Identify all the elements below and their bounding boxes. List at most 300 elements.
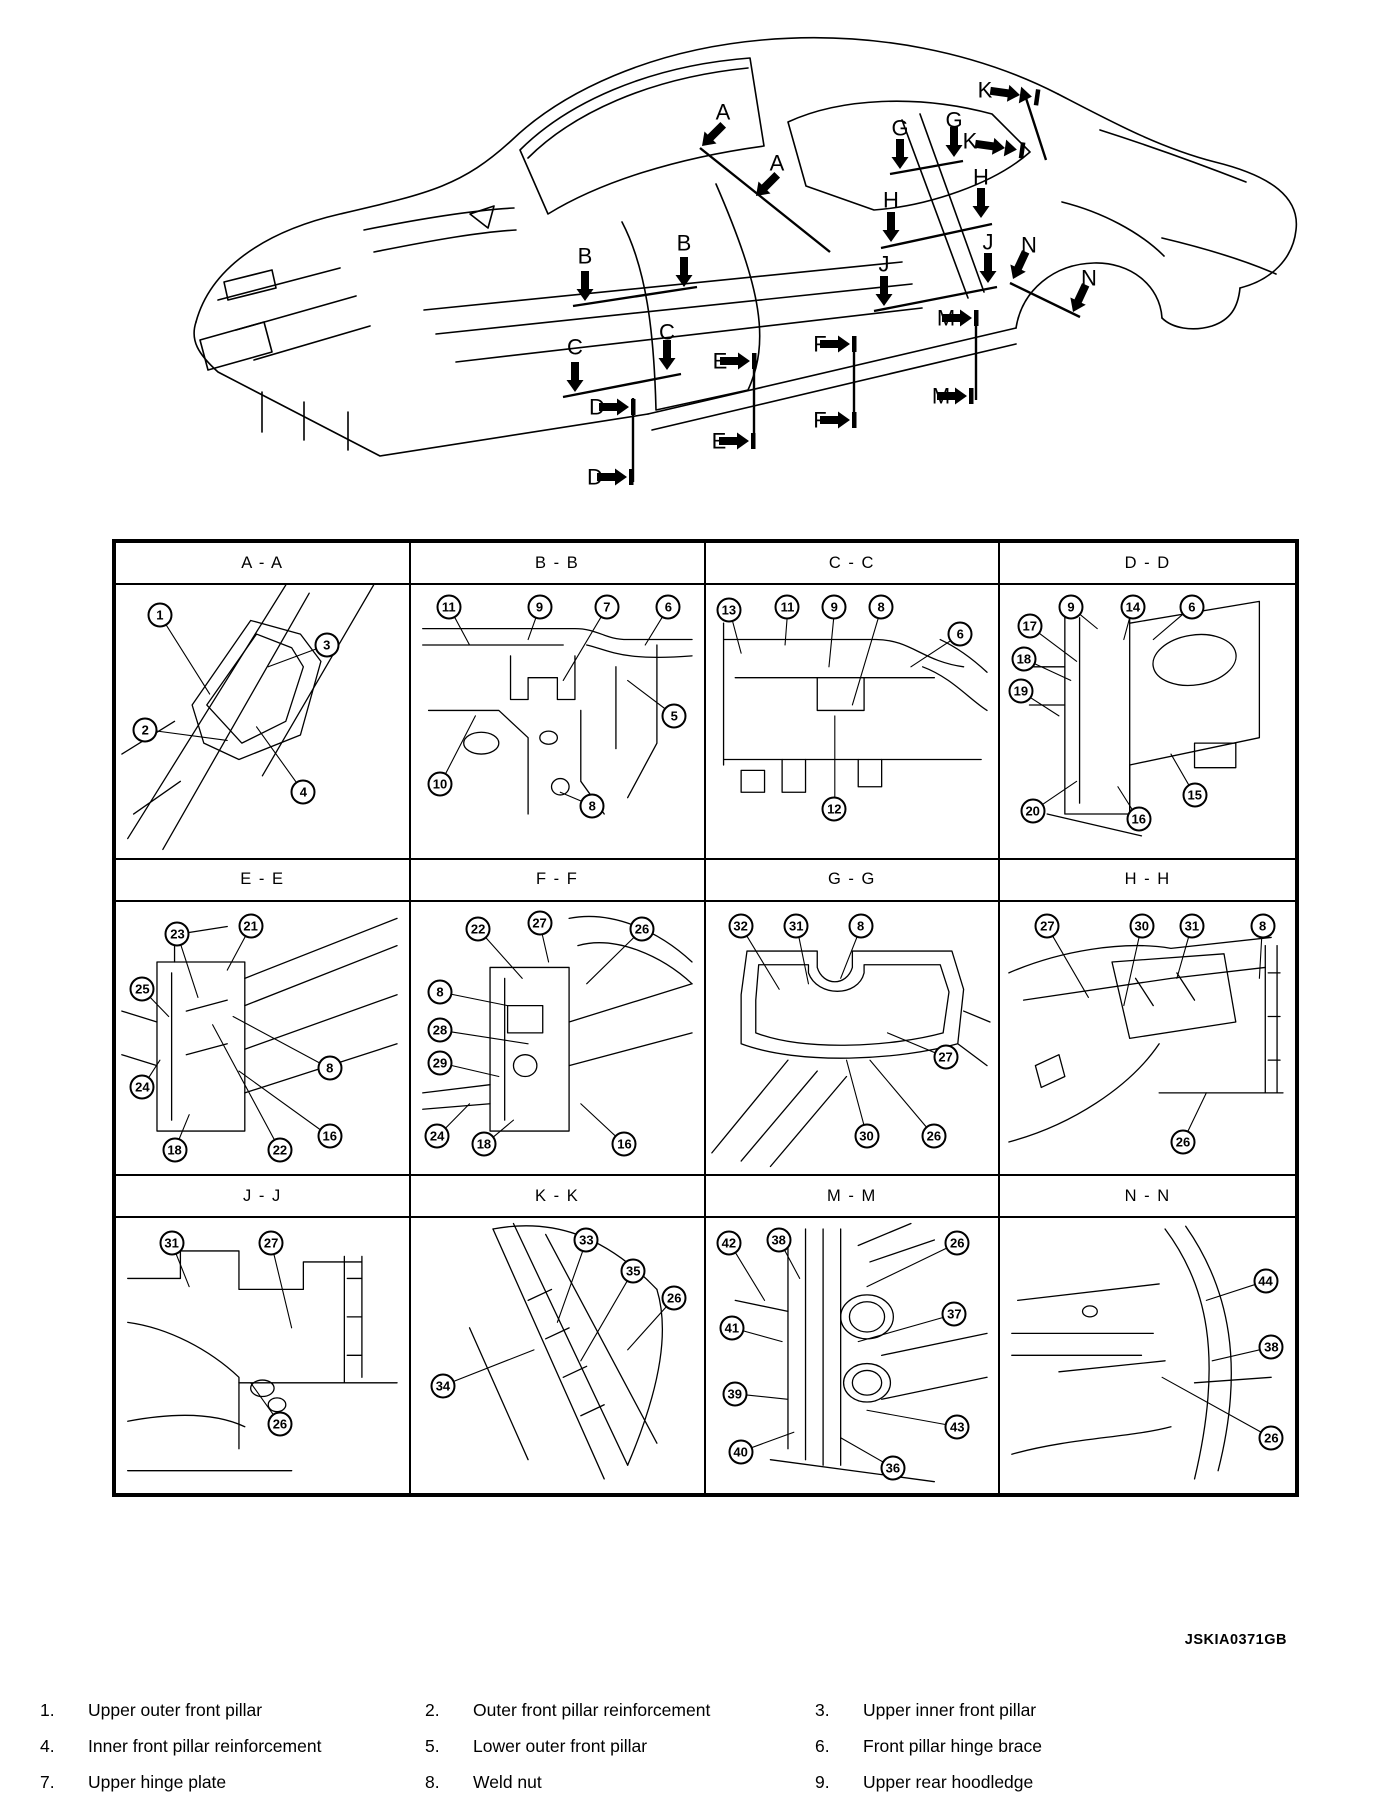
cross-section-line — [957, 1043, 986, 1065]
figure-code: JSKIA0371GB — [1184, 1632, 1287, 1648]
callout-25: 25 — [130, 976, 155, 1001]
section-arrow-icon — [974, 135, 1006, 156]
section-marker-B — [676, 231, 693, 288]
callout-2: 2 — [133, 717, 158, 742]
cross-section-line — [463, 732, 498, 754]
callout-leader-line — [239, 1071, 330, 1136]
section-cell-title: G - G — [706, 860, 999, 902]
callout-8: 8 — [1250, 914, 1275, 939]
section-arrow-icon — [980, 253, 997, 283]
callout-7: 7 — [594, 594, 619, 619]
cross-section-line — [782, 760, 805, 793]
cross-section-line — [963, 1011, 989, 1022]
callout-29: 29 — [428, 1050, 453, 1075]
cross-section-line — [843, 1364, 890, 1402]
callout-8: 8 — [428, 979, 453, 1004]
cross-section-line — [581, 1405, 604, 1416]
section-marker-J — [876, 252, 893, 307]
section-cell-title: B - B — [411, 543, 704, 585]
section-label: C — [659, 319, 675, 345]
cross-section-line — [493, 1229, 604, 1479]
callout-17: 17 — [1017, 613, 1042, 638]
callout-27: 27 — [933, 1045, 958, 1070]
callout-11: 11 — [775, 594, 800, 619]
cross-section-line — [723, 640, 963, 667]
cross-section-art — [411, 902, 704, 1175]
cross-section-line — [770, 1460, 934, 1482]
cross-section-line — [711, 1060, 787, 1153]
callout-41: 41 — [719, 1316, 744, 1341]
legend-item-1 — [40, 1700, 425, 1721]
car-structure-line — [224, 270, 276, 300]
section-label: C — [567, 334, 583, 360]
car-structure-line — [254, 326, 370, 360]
legend-item-number: 4. — [40, 1736, 55, 1756]
legend-item-number: 9. — [815, 1772, 830, 1792]
cross-section-line — [268, 1398, 286, 1412]
section-cut-line — [700, 148, 830, 252]
section-marker-J — [980, 230, 997, 284]
cross-section-line — [422, 1103, 489, 1108]
section-line-tick — [974, 310, 979, 326]
car-structure-line — [456, 308, 922, 362]
callout-40: 40 — [728, 1439, 753, 1464]
legend-item-number: 7. — [40, 1772, 55, 1792]
legend-item-4 — [40, 1736, 425, 1757]
section-cell-title: C - C — [706, 543, 999, 585]
callout-leader-line — [271, 1243, 291, 1328]
section-label: D — [589, 394, 605, 420]
section-cell-drawing — [116, 902, 409, 1175]
section-marker-F — [813, 408, 856, 433]
callout-8: 8 — [848, 914, 873, 939]
section-line-tick — [631, 399, 636, 415]
callout-27: 27 — [1035, 914, 1060, 939]
section-cell-drawing — [411, 902, 704, 1175]
section-cut-line — [563, 374, 681, 397]
cross-section-line — [128, 1323, 239, 1449]
section-arrow-icon — [883, 212, 900, 242]
callout-26: 26 — [945, 1231, 970, 1256]
cross-section-line — [770, 1076, 846, 1166]
cross-section-line — [1165, 1229, 1209, 1479]
cross-section-line — [922, 667, 986, 711]
section-label: E — [711, 428, 727, 454]
section-cell-F-F — [411, 860, 706, 1177]
callout-15: 15 — [1182, 782, 1207, 807]
section-arrow-icon — [659, 340, 676, 370]
callout-leader-line — [858, 1314, 955, 1341]
car-structure-line — [218, 268, 340, 300]
callout-8: 8 — [869, 594, 894, 619]
cross-section-line — [1009, 1043, 1159, 1141]
cross-section-line — [122, 1011, 157, 1022]
parts-legend — [40, 1700, 1372, 1793]
section-line-tick — [852, 336, 857, 352]
cross-section-line — [627, 645, 656, 798]
section-arrow-icon — [876, 276, 893, 306]
callout-6: 6 — [656, 594, 681, 619]
cross-section-line — [1153, 635, 1236, 686]
cross-section-line — [245, 918, 397, 978]
section-label: M — [931, 383, 951, 409]
section-marker-B — [577, 244, 594, 302]
callout-30: 30 — [854, 1124, 879, 1149]
cross-section-line — [1036, 1054, 1065, 1087]
cross-section-line — [881, 1334, 986, 1356]
section-cell-drawing — [1000, 1218, 1295, 1493]
cross-section-line — [245, 945, 397, 1005]
callout-22: 22 — [267, 1137, 292, 1162]
legend-item-label: Front pillar hinge brace — [863, 1736, 1042, 1756]
cross-section-grid — [112, 539, 1299, 1497]
section-label: J — [878, 251, 890, 277]
callout-31: 31 — [1179, 914, 1204, 939]
section-label: G — [891, 115, 909, 141]
callout-9: 9 — [1058, 594, 1083, 619]
callout-37: 37 — [942, 1302, 967, 1327]
cross-section-line — [852, 1371, 881, 1396]
car-structure-line — [1062, 202, 1164, 256]
callout-19: 19 — [1008, 679, 1033, 704]
cross-section-line — [163, 593, 309, 849]
section-label: N — [1021, 232, 1037, 258]
cross-section-line — [1112, 953, 1236, 1038]
callout-16: 16 — [1126, 807, 1151, 832]
callout-leader-line — [160, 615, 210, 694]
section-cell-M-M — [706, 1176, 1001, 1493]
car-structure-line — [1162, 288, 1240, 329]
callout-6: 6 — [1179, 594, 1204, 619]
section-line-tick — [852, 412, 857, 428]
cross-section-line — [513, 1224, 627, 1466]
legend-item-7 — [40, 1772, 425, 1793]
section-cell-title: N - N — [1000, 1176, 1295, 1218]
section-cell-C-C — [706, 543, 1001, 860]
cross-section-art — [1000, 1218, 1295, 1493]
section-marker-E — [712, 429, 756, 454]
callout-16: 16 — [612, 1132, 637, 1157]
callout-10: 10 — [428, 772, 453, 797]
callout-4: 4 — [291, 780, 316, 805]
callout-38: 38 — [1259, 1335, 1284, 1360]
callout-12: 12 — [822, 796, 847, 821]
section-cell-drawing — [706, 1218, 999, 1493]
section-cell-drawing — [116, 1218, 409, 1493]
section-label: K — [962, 128, 978, 154]
section-line-tick — [751, 433, 756, 449]
section-line-tick — [629, 469, 634, 485]
callout-27: 27 — [527, 911, 552, 936]
section-cell-title: H - H — [1000, 860, 1295, 902]
callout-24: 24 — [425, 1124, 450, 1149]
legend-item-label: Outer front pillar reinforcement — [473, 1700, 711, 1720]
section-cell-K-K — [411, 1176, 706, 1493]
callout-26: 26 — [662, 1285, 687, 1310]
legend-item-3 — [815, 1700, 1372, 1721]
section-marker-C — [567, 335, 584, 393]
car-structure-line — [788, 101, 1030, 210]
callout-leader-line — [443, 1350, 534, 1386]
cross-section-line — [490, 967, 569, 1131]
cross-section-line — [128, 1416, 245, 1427]
callout-21: 21 — [238, 914, 263, 939]
callout-34: 34 — [430, 1373, 455, 1398]
section-label: B — [676, 230, 692, 256]
section-cell-title: F - F — [411, 860, 704, 902]
legend-item-label: Upper inner front pillar — [863, 1700, 1037, 1720]
callout-24: 24 — [130, 1075, 155, 1100]
cross-section-line — [849, 1302, 884, 1332]
cross-section-line — [1018, 1284, 1159, 1300]
section-cell-title: A - A — [116, 543, 409, 585]
cross-section-line — [507, 1005, 542, 1032]
section-label: A — [715, 99, 731, 125]
cross-section-line — [1195, 1378, 1272, 1383]
section-label: F — [813, 407, 827, 433]
cross-section-line — [881, 1378, 986, 1400]
cross-section-line — [1130, 601, 1260, 765]
section-cell-H-H — [1000, 860, 1295, 1177]
cross-section-line — [1083, 1306, 1098, 1317]
callout-26: 26 — [921, 1124, 946, 1149]
cross-section-line — [1059, 1361, 1165, 1372]
section-line-tick — [969, 388, 974, 404]
callout-31: 31 — [159, 1231, 184, 1256]
cross-section-line — [513, 1054, 536, 1076]
car-structure-line — [200, 322, 272, 370]
section-marker-N — [1065, 266, 1097, 316]
section-label: N — [1081, 265, 1097, 291]
callout-leader-line — [1162, 1378, 1271, 1438]
cross-section-line — [1009, 937, 1271, 972]
section-arrow-icon — [1019, 87, 1033, 106]
cross-section-line — [586, 645, 691, 657]
cross-section-line — [245, 994, 397, 1049]
section-cell-title: E - E — [116, 860, 409, 902]
callout-leader-line — [867, 1411, 958, 1427]
cross-section-line — [122, 1054, 157, 1065]
section-cell-drawing — [706, 585, 999, 858]
section-label: A — [769, 150, 785, 176]
legend-item-label: Lower outer front pillar — [473, 1736, 648, 1756]
legend-item-2 — [425, 1700, 815, 1721]
legend-item-label: Weld nut — [473, 1772, 542, 1792]
section-marker-G — [945, 108, 962, 158]
legend-item-5 — [425, 1736, 815, 1757]
cross-section-line — [262, 585, 373, 776]
callout-39: 39 — [722, 1382, 747, 1407]
section-cell-A-A — [116, 543, 411, 860]
cross-section-line — [741, 951, 963, 1058]
callout-3: 3 — [314, 632, 339, 657]
section-cell-N-N — [1000, 1176, 1295, 1493]
section-cell-drawing — [411, 585, 704, 858]
cross-section-line — [1012, 1427, 1171, 1454]
legend-item-number: 3. — [815, 1700, 830, 1720]
section-cell-title: M - M — [706, 1176, 999, 1218]
callout-1: 1 — [147, 602, 172, 627]
legend-item-number: 6. — [815, 1736, 830, 1756]
section-cell-B-B — [411, 543, 706, 860]
legend-item-8 — [425, 1772, 815, 1793]
section-line-tick — [752, 353, 757, 369]
callout-22: 22 — [466, 916, 491, 941]
section-label: F — [813, 331, 827, 357]
callout-9: 9 — [822, 594, 847, 619]
cross-section-line — [134, 781, 181, 814]
cross-section-line — [817, 678, 864, 711]
car-structure-line — [364, 208, 514, 230]
callout-13: 13 — [716, 597, 741, 622]
cross-section-line — [528, 1290, 551, 1301]
car-structure-line — [374, 230, 516, 252]
callout-28: 28 — [428, 1017, 453, 1042]
callout-43: 43 — [945, 1415, 970, 1440]
callout-32: 32 — [728, 914, 753, 939]
callout-5: 5 — [662, 703, 687, 728]
callout-26: 26 — [267, 1412, 292, 1437]
callout-8: 8 — [317, 1055, 342, 1080]
legend-item-9 — [815, 1772, 1372, 1793]
cross-section-art — [411, 585, 704, 858]
callout-8: 8 — [580, 793, 605, 818]
callout-20: 20 — [1020, 799, 1045, 824]
section-label: M — [936, 305, 956, 331]
callout-9: 9 — [527, 594, 552, 619]
legend-item-label: Upper outer front pillar — [88, 1700, 263, 1720]
section-cut-line — [874, 287, 997, 311]
section-label: H — [973, 164, 989, 190]
section-label: B — [577, 243, 593, 269]
cross-section-line — [741, 770, 764, 792]
cross-section-line — [157, 962, 245, 1131]
section-marker-E — [713, 349, 757, 374]
section-cell-title: J - J — [116, 1176, 409, 1218]
cross-section-line — [741, 1071, 817, 1161]
section-cell-drawing — [1000, 902, 1295, 1175]
car-structure-line — [424, 262, 902, 310]
callout-16: 16 — [317, 1124, 342, 1149]
section-cell-drawing — [116, 585, 409, 858]
callout-35: 35 — [621, 1258, 646, 1283]
legend-item-number: 1. — [40, 1700, 55, 1720]
section-arrow-icon — [989, 82, 1021, 103]
section-cut-line — [881, 224, 992, 248]
callout-30: 30 — [1129, 914, 1154, 939]
section-cell-drawing — [706, 902, 999, 1175]
legend-item-label: Inner front pillar reinforcement — [88, 1736, 322, 1756]
cross-section-art — [411, 1218, 704, 1493]
section-arrow-icon — [973, 188, 990, 218]
legend-item-label: Upper rear hoodledge — [863, 1772, 1034, 1792]
callout-leader-line — [852, 607, 881, 705]
callout-26: 26 — [630, 916, 655, 941]
callout-23: 23 — [165, 922, 190, 947]
car-structure-line — [196, 38, 1058, 322]
section-cell-title: D - D — [1000, 543, 1295, 585]
section-label: K — [977, 77, 993, 103]
legend-item-number: 5. — [425, 1736, 440, 1756]
cross-section-art — [706, 902, 999, 1175]
section-arrow-icon — [892, 139, 909, 169]
cross-section-line — [186, 1000, 227, 1011]
cross-section-line — [735, 1301, 788, 1312]
callout-31: 31 — [784, 914, 809, 939]
car-structure-line — [1100, 130, 1246, 182]
section-marker-M — [937, 306, 979, 331]
section-label: G — [945, 107, 963, 133]
legend-item-number: 8. — [425, 1772, 440, 1792]
callout-44: 44 — [1253, 1269, 1278, 1294]
section-cell-D-D — [1000, 543, 1295, 860]
car-structure-line — [1162, 238, 1276, 274]
legend-item-number: 2. — [425, 1700, 440, 1720]
cross-section-line — [569, 1033, 692, 1066]
section-cell-drawing — [411, 1218, 704, 1493]
section-cell-J-J — [116, 1176, 411, 1493]
section-line-tick — [1034, 89, 1041, 105]
cross-section-line — [128, 1251, 362, 1289]
cross-section-line — [540, 731, 558, 744]
section-label: D — [587, 464, 603, 490]
section-marker-D — [589, 395, 635, 420]
section-cell-E-E — [116, 860, 411, 1177]
cross-section-line — [469, 1328, 528, 1460]
section-marker-G — [891, 116, 908, 170]
cross-section-line — [422, 1084, 489, 1092]
callout-18: 18 — [1011, 646, 1036, 671]
section-label: J — [982, 229, 994, 255]
cross-section-line — [569, 983, 692, 1021]
callout-leader-line — [440, 1030, 528, 1044]
section-label: H — [883, 187, 899, 213]
section-marker-H — [883, 188, 900, 243]
section-marker-D — [587, 465, 633, 490]
callout-33: 33 — [574, 1228, 599, 1253]
callout-26: 26 — [1259, 1426, 1284, 1451]
section-arrow-icon — [577, 271, 594, 301]
section-marker-N — [1005, 233, 1037, 283]
callout-18: 18 — [162, 1137, 187, 1162]
cross-section-line — [428, 710, 528, 814]
callout-26: 26 — [1170, 1129, 1195, 1154]
callout-leader-line — [869, 1060, 933, 1136]
legend-item-6 — [815, 1736, 1372, 1757]
section-marker-K — [963, 129, 1026, 159]
legend-item-label: Upper hinge plate — [88, 1772, 227, 1792]
section-cell-drawing — [1000, 585, 1295, 858]
callout-6: 6 — [948, 622, 973, 647]
section-cell-title: K - K — [411, 1176, 704, 1218]
callout-27: 27 — [259, 1231, 284, 1256]
section-marker-F — [813, 332, 856, 357]
cross-section-art — [116, 1218, 409, 1493]
section-arrow-icon — [1004, 140, 1018, 159]
cross-section-art — [116, 902, 409, 1175]
section-marker-H — [973, 165, 990, 219]
section-marker-A — [696, 100, 731, 153]
car-structure-line — [520, 58, 764, 214]
cross-section-line — [186, 1043, 227, 1054]
cross-section-line — [755, 964, 948, 1045]
callout-36: 36 — [880, 1456, 905, 1481]
section-arrow-icon — [567, 362, 584, 392]
callout-38: 38 — [766, 1228, 791, 1253]
section-marker-M — [932, 384, 974, 409]
cross-section-line — [578, 942, 692, 983]
cross-section-line — [858, 760, 881, 787]
